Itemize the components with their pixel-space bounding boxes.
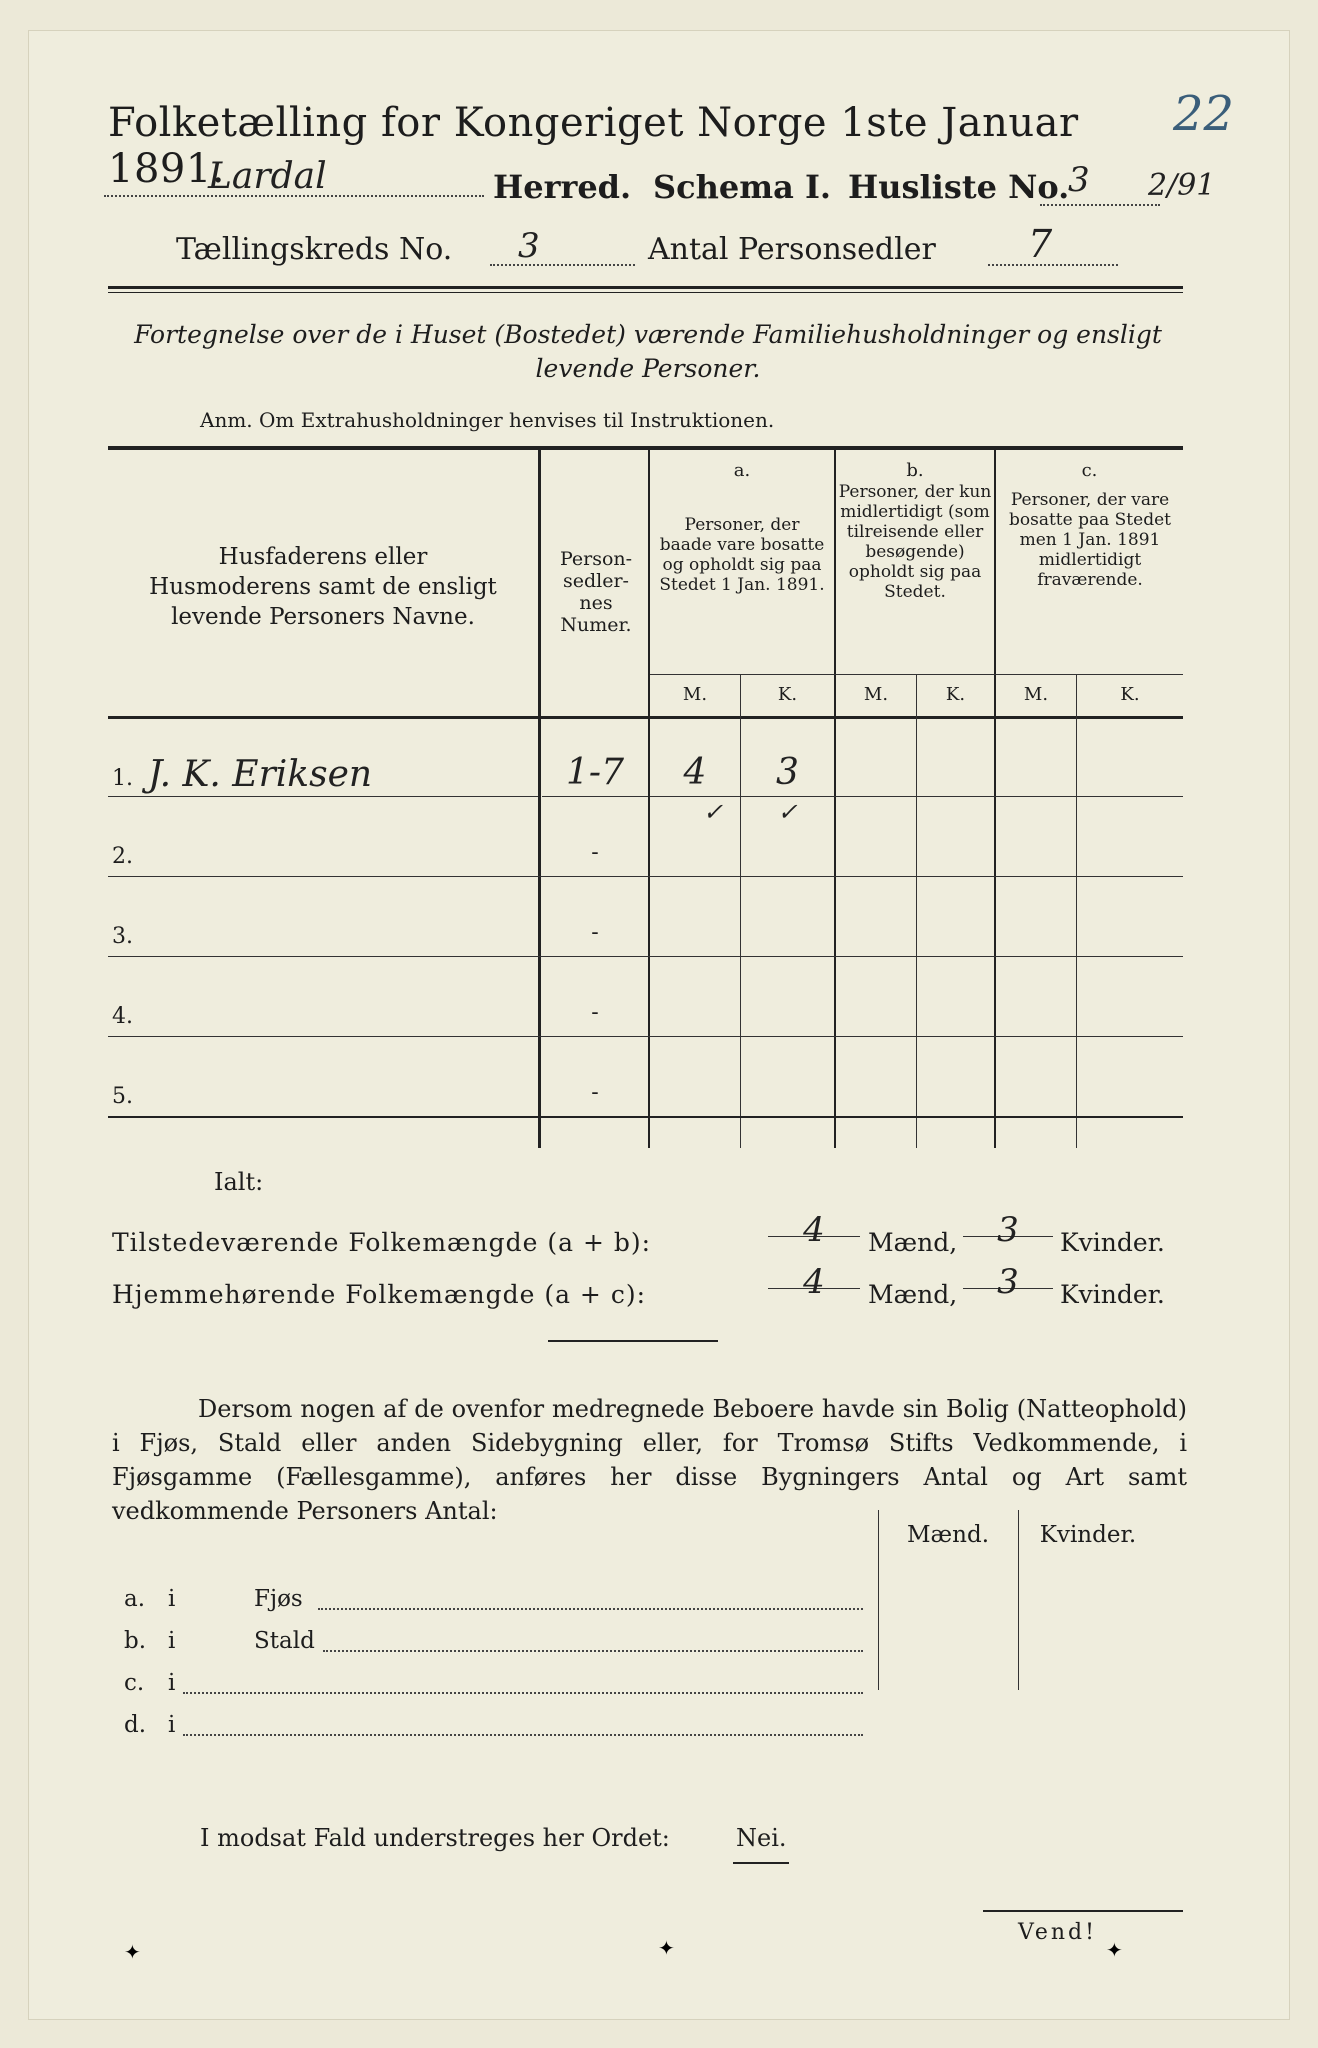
total-present-label: Tilstedeværende Folkemængde (a + b): (112, 1228, 652, 1257)
col-c-m: M. (1023, 684, 1049, 705)
row-a-m: 4 (683, 752, 707, 793)
census-form-page (28, 30, 1290, 2020)
row-rule (542, 796, 648, 797)
building-i: i (168, 1712, 176, 1738)
row-number: 5. (112, 1084, 133, 1109)
col-header-c-letter: c. (1081, 460, 1098, 481)
antal-line (988, 262, 1118, 266)
buildings-vline-2 (1018, 1510, 1019, 1690)
building-i: i (168, 1670, 176, 1696)
total-resident-maend: Mænd, (868, 1280, 958, 1309)
intro-text: Fortegnelse over de i Huset (Bostedet) værende Familiehusholdninger og ensligt levende Personer. (134, 320, 1162, 383)
husliste-line (1040, 202, 1160, 206)
ornament-mark-center: ✦ (658, 1938, 675, 1960)
total-resident-label: Hjemmehørende Folkemængde (a + c): (112, 1280, 646, 1309)
row-number: 3. (112, 924, 133, 949)
husliste-note: 2/91 (1148, 168, 1216, 203)
antal-value: 7 (1028, 222, 1053, 266)
table-top-rule (108, 446, 1183, 450)
section-divider (548, 1340, 718, 1342)
table-vline-c-mk (1076, 674, 1077, 1148)
col-header-c: Personer, der vare bosatte paa Stedet men 1 Jan. 1891 midlertidigt fraværende. (1009, 490, 1171, 590)
ornament-mark-right: ✦ (1106, 1940, 1123, 1962)
row-numer: - (591, 840, 599, 865)
row-numer: - (591, 1000, 599, 1025)
table-bottom-rule (108, 1116, 1183, 1118)
row-number: 2. (112, 844, 133, 869)
anm-note: Anm. Om Extrahusholdninger henvises til Instruktionen. (200, 408, 775, 432)
building-letter: d. (124, 1712, 147, 1738)
row-number: 4. (112, 1004, 133, 1029)
table-header-bottom-rule (108, 716, 1183, 719)
building-letter: a. (124, 1586, 146, 1612)
building-dotted-line (183, 1734, 863, 1736)
col-header-b: Personer, der kun midlertidigt (som tilreisende eller besøgende) opholdt sig paa Stedet. (838, 482, 992, 602)
col-header-names: Husfaderens eller Husmoderens samt de ensligt levende Personers Navne. (149, 544, 497, 630)
buildings-col-kvinder: Kvinder. (1039, 1522, 1137, 1548)
vend-label: Vend! (1018, 1920, 1097, 1945)
table-vline-names (538, 450, 541, 1148)
schema-label: Schema I. (653, 168, 832, 206)
table-vline-a (834, 450, 836, 1148)
row-rule (108, 796, 538, 797)
header-rule-1 (108, 286, 1183, 289)
building-dotted-line (183, 1692, 863, 1694)
row-rule (108, 956, 1183, 957)
herred-label: Herred. (493, 168, 632, 206)
ialt-label: Ialt: (214, 1168, 264, 1196)
building-letter: b. (124, 1628, 147, 1654)
building-dotted-line (318, 1608, 863, 1610)
husliste-no: 3 (1068, 160, 1090, 200)
table-vline-a-mk (740, 674, 741, 1148)
total-present-kvinder: Kvinder. (1060, 1228, 1165, 1257)
table-vline-numer (648, 450, 650, 1148)
row-a-k-check: ✓ (777, 798, 798, 826)
table-mk-rule (650, 674, 1183, 675)
footer-word-nei: Nei. (736, 1824, 787, 1852)
table-vline-b (994, 450, 996, 1148)
buildings-paragraph: Dersom nogen af de ovenfor medregnede Beboere havde sin Bolig (Natteophold) i Fjøs, Stald eller anden Sidebygning eller, for Tromsø Stifts Vedkommende, i Fjøsgamme (Fællesgamme), anføres her disse Bygningers Antal og Art samt vedkommende Personers Antal: (112, 1395, 1187, 1525)
total-present-k: 3 (997, 1210, 1019, 1250)
herred-name: Lardal (208, 156, 327, 197)
row-number: 1. (112, 766, 133, 791)
col-header-b-letter: b. (906, 460, 924, 481)
col-b-k: K. (945, 684, 966, 705)
total-resident-k: 3 (997, 1262, 1019, 1302)
taellingskreds-label: Tællingskreds No. (176, 232, 453, 267)
row-rule (108, 876, 1183, 877)
row-numer: - (591, 1080, 599, 1105)
buildings-vline-1 (878, 1510, 879, 1690)
page-stamp: 22 (1173, 86, 1235, 142)
ornament-mark-left: ✦ (124, 1942, 141, 1964)
husliste-label: Husliste No. (848, 168, 1070, 206)
total-present-maend: Mænd, (868, 1228, 958, 1257)
row-numer: 1-7 (566, 752, 624, 793)
building-label: Stald (254, 1628, 315, 1654)
footer-text: I modsat Fald understreges her Ordet: (200, 1824, 670, 1852)
header-rule-2 (108, 292, 1183, 293)
col-b-m: M. (863, 684, 889, 705)
col-header-a: Personer, der baade vare bosatte og opholdt sig paa Stedet 1 Jan. 1891. (659, 515, 825, 595)
building-i: i (168, 1628, 176, 1654)
taellingskreds-no: 3 (518, 226, 540, 266)
total-present-m: 4 (803, 1210, 825, 1250)
col-header-numer: Person-sedler-nes Numer. (559, 548, 633, 636)
col-a-k: K. (777, 684, 798, 705)
total-resident-m: 4 (803, 1262, 825, 1302)
row-a-k: 3 (776, 752, 799, 793)
row-numer: - (591, 920, 599, 945)
col-header-a-letter: a. (733, 460, 751, 481)
building-letter: c. (124, 1670, 145, 1696)
row-rule (650, 796, 1183, 797)
row-rule (108, 1036, 1183, 1037)
building-dotted-line (323, 1650, 863, 1652)
row-a-m-check: ✓ (702, 798, 724, 826)
footer-underline (733, 1862, 789, 1864)
col-a-m: M. (682, 684, 708, 705)
row-name: J. K. Eriksen (148, 754, 373, 795)
taellingskreds-line (490, 262, 635, 266)
total-resident-kvinder: Kvinder. (1060, 1280, 1165, 1309)
table-vline-b-mk (916, 674, 917, 1148)
buildings-col-maend: Mænd. (906, 1522, 990, 1548)
building-label: Fjøs (254, 1586, 303, 1612)
form-title: Folketælling for Kongeriget Norge 1ste Januar 1891. (108, 100, 1079, 192)
building-i: i (168, 1586, 176, 1612)
col-c-k: K. (1120, 684, 1140, 705)
antal-label: Antal Personsedler (648, 232, 936, 267)
vend-rule (983, 1910, 1183, 1912)
